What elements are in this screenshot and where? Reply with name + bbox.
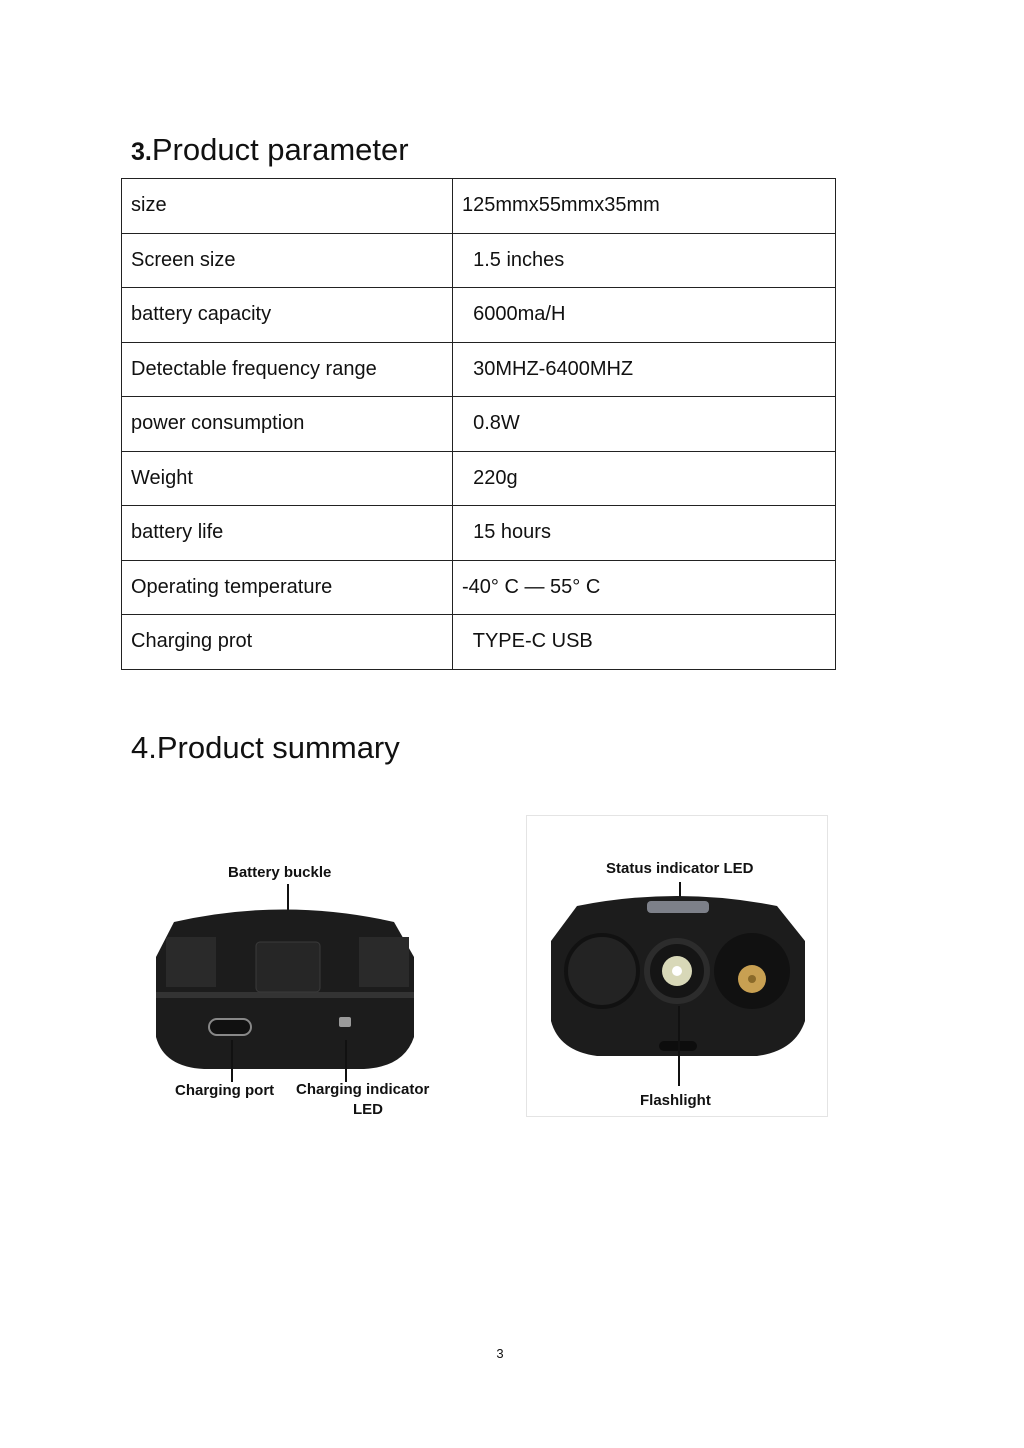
param-value: 15 hours xyxy=(453,506,836,561)
param-name: Detectable frequency range xyxy=(122,342,453,397)
device-bottom-photo xyxy=(144,897,424,1077)
section-3-heading xyxy=(131,132,409,168)
table-row xyxy=(122,179,836,234)
parameter-table xyxy=(121,178,836,670)
label-battery-buckle: Battery buckle xyxy=(228,864,332,881)
section-4-heading: 4.Product summary xyxy=(131,730,400,765)
section-title: Product parameter xyxy=(151,132,409,167)
label-status-led: Status indicator LED xyxy=(606,860,754,877)
device-bottom-image xyxy=(134,812,434,1122)
table-row xyxy=(122,451,836,506)
label-charging-port: Charging port xyxy=(175,1082,275,1099)
param-value: 220g xyxy=(453,451,836,506)
table-row xyxy=(122,342,836,397)
label-led: LED xyxy=(353,1101,383,1118)
section-number: 3. xyxy=(131,138,152,166)
param-value: 1.5 inches xyxy=(453,233,836,288)
param-name: Weight xyxy=(122,451,453,506)
arrow xyxy=(678,1006,680,1086)
param-name: Charging prot xyxy=(122,615,453,670)
param-value: TYPE-C USB xyxy=(453,615,836,670)
param-name: power consumption xyxy=(122,397,453,452)
table-row xyxy=(122,288,836,343)
arrow xyxy=(231,1040,233,1082)
table-row xyxy=(122,397,836,452)
param-value: 0.8W xyxy=(453,397,836,452)
param-name: Screen size xyxy=(122,233,453,288)
table-row xyxy=(122,560,836,615)
device-top-image xyxy=(526,815,828,1117)
label-charging-indicator: Charging indicator xyxy=(296,1081,430,1098)
param-name: Operating temperature xyxy=(122,560,453,615)
arrow xyxy=(345,1040,347,1082)
label-flashlight: Flashlight xyxy=(640,1092,711,1109)
param-value: 30MHZ-6400MHZ xyxy=(453,342,836,397)
table-row xyxy=(122,233,836,288)
table-row xyxy=(122,615,836,670)
param-value: 125mmx55mmx35mm xyxy=(453,179,836,234)
param-name: battery capacity xyxy=(122,288,453,343)
param-value: 6000ma/H xyxy=(453,288,836,343)
page-number: 3 xyxy=(496,1346,504,1361)
device-top-photo xyxy=(537,891,817,1071)
param-name: battery life xyxy=(122,506,453,561)
table-row xyxy=(122,506,836,561)
param-value: -40° C — 55° C xyxy=(453,560,836,615)
param-name: size xyxy=(122,179,453,234)
